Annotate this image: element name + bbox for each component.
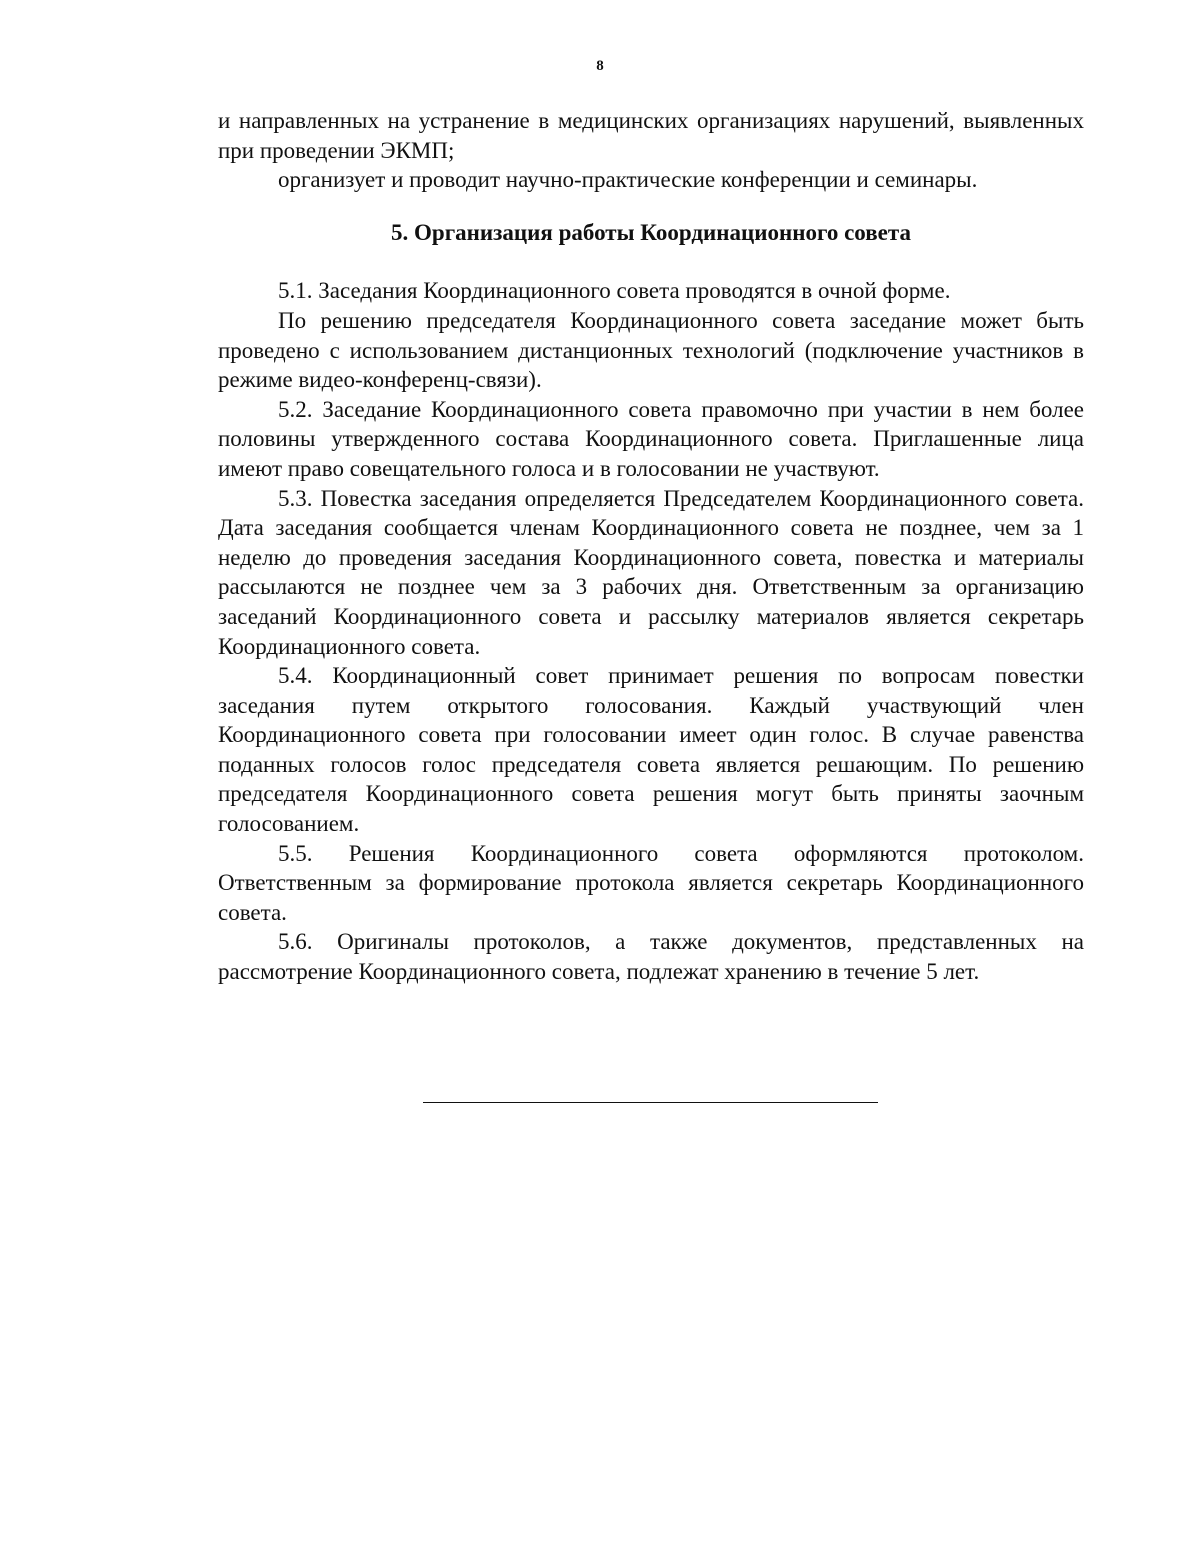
paragraph-5-4: 5.4. Координационный совет принимает решения по вопросам повестки заседания путем открытого голосования. Каждый участвующий член Координационного совета при голосовании имеет один голос. В случае равенства поданных голосов голос председателя совета является решающим. По решению председателя Координационного совета решения могут быть приняты заочным голосованием.	[218, 663, 1084, 837]
list-item-conferences: организует и проводит научно-практические конференции и семинары.	[278, 167, 978, 193]
paragraph-5-6: 5.6. Оригиналы протоколов, а также документов, представленных на рассмотрение Координационного совета, подлежат хранению в течение 5 лет.	[218, 929, 1084, 985]
paragraph-5-5: 5.5. Решения Координационного совета оформляются протоколом. Ответственным за формирование протокола является секретарь Координационного совета.	[218, 840, 1084, 925]
page-number: 8	[596, 58, 604, 74]
document-body	[218, 106, 1084, 987]
continuation-paragraph: и направленных на устранение в медицинских организациях нарушений, выявленных при проведении ЭКМП;	[218, 108, 1084, 163]
paragraph-5-2: 5.2. Заседание Координационного совета правомочно при участии в нем более половины утвержденного состава Координационного совета. Приглашенные лица имеют право совещательного голоса и в голосовании не участвуют.	[218, 396, 1084, 481]
section-heading: 5. Организация работы Координационного совета	[391, 219, 911, 245]
end-of-document-rule	[423, 1102, 878, 1103]
paragraph-5-3: 5.3. Повестка заседания определяется Председателем Координационного совета. Дата заседания сообщается членам Координационного совета не позднее, чем за 1 неделю до проведения заседания Координационного совета, повестка и материалы рассылаются не позднее чем за 3 рабочих дня. Ответственным за организацию заседаний Координационного совета и рассылку материалов является секретарь Координационного совета.	[218, 485, 1084, 659]
paragraph-5-1-remote: По решению председателя Координационного совета заседание может быть проведено с использованием дистанционных технологий (подключение участников в режиме видео-конференц-связи).	[218, 307, 1084, 393]
paragraph-5-1: 5.1. Заседания Координационного совета проводятся в очной форме.	[278, 278, 951, 304]
